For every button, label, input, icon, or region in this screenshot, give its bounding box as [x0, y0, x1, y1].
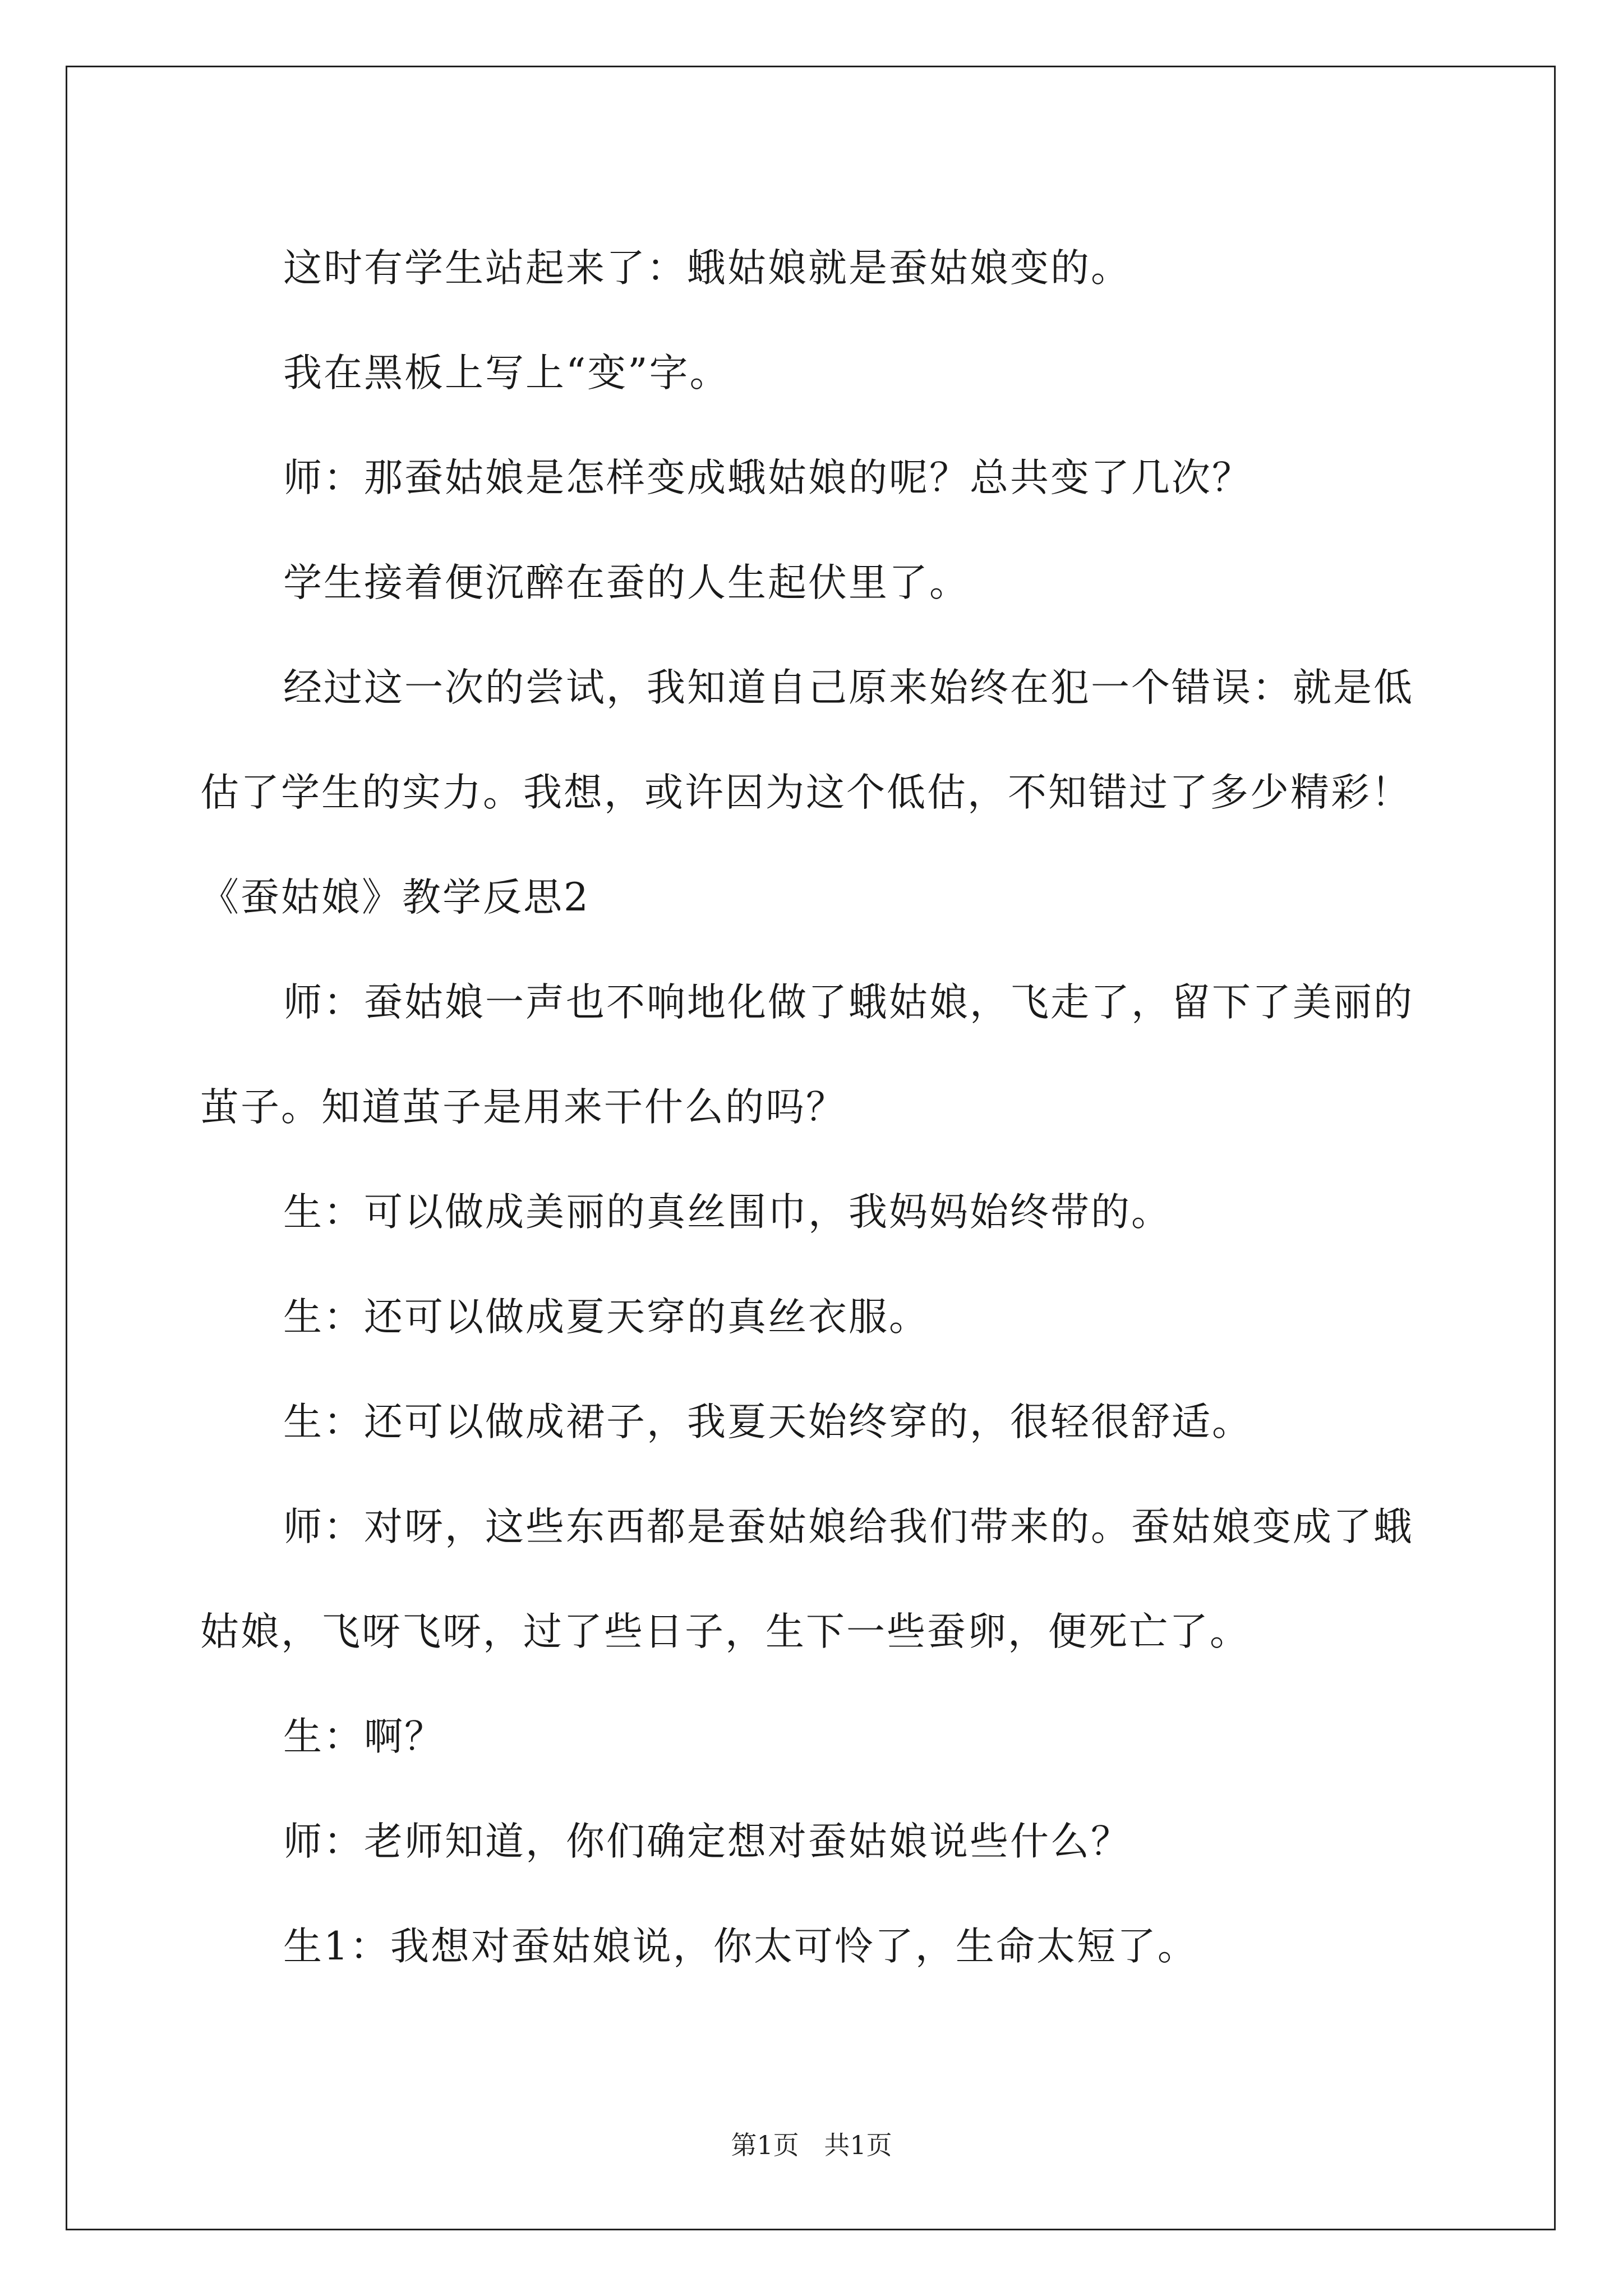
- section-heading: 《蚕姑娘》教学反思2: [200, 875, 590, 920]
- paragraph-10: 生：还可以做成裙子，我夏天始终穿的，很轻很舒适。: [283, 1400, 1252, 1444]
- paragraph-14: 生1：我想对蚕姑娘说，你太可怜了，生命太短了。: [283, 1924, 1198, 1969]
- paragraph-3: 师：那蚕姑娘是怎样变成蛾姑娘的呢？总共变了几次？: [283, 455, 1252, 500]
- total-pages-label: 共1页: [824, 2130, 892, 2160]
- paragraph-9: 生：还可以做成夏天穿的真丝衣服。: [283, 1295, 929, 1340]
- paragraph-8: 生：可以做成美丽的真丝围巾，我妈妈始终带的。: [283, 1190, 1172, 1235]
- paragraph-13: 师：老师知道，你们确定想对蚕姑娘说些什么？: [283, 1819, 1131, 1864]
- paragraph-1: 这时有学生站起来了：蛾姑娘就是蚕姑娘变的。: [283, 246, 1131, 291]
- paragraph-12: 生：啊？: [283, 1714, 445, 1759]
- document-body: [200, 216, 1434, 1999]
- paragraph-11: 师：对呀，这些东西都是蚕姑娘给我们带来的。蚕姑娘变成了蛾姑娘，飞呀飞呀，过了些日子，生下一些蚕卵，便死亡了。: [200, 1504, 1414, 1654]
- paragraph-2: 我在黑板上写上“变”字。: [283, 351, 730, 395]
- page-footer: [0, 2125, 1623, 2162]
- paragraph-5: 经过这一次的尝试，我知道自己原来始终在犯一个错误：就是低估了学生的实力。我想，或许因为这个低估，不知错过了多少精彩！: [200, 665, 1414, 815]
- paragraph-4: 学生接着便沉醉在蚕的人生起伏里了。: [283, 560, 970, 605]
- page-number-label: 第1页: [731, 2130, 799, 2160]
- paragraph-7: 师：蚕姑娘一声也不响地化做了蛾姑娘，飞走了，留下了美丽的茧子。知道茧子是用来干什么的吗？: [200, 980, 1414, 1130]
